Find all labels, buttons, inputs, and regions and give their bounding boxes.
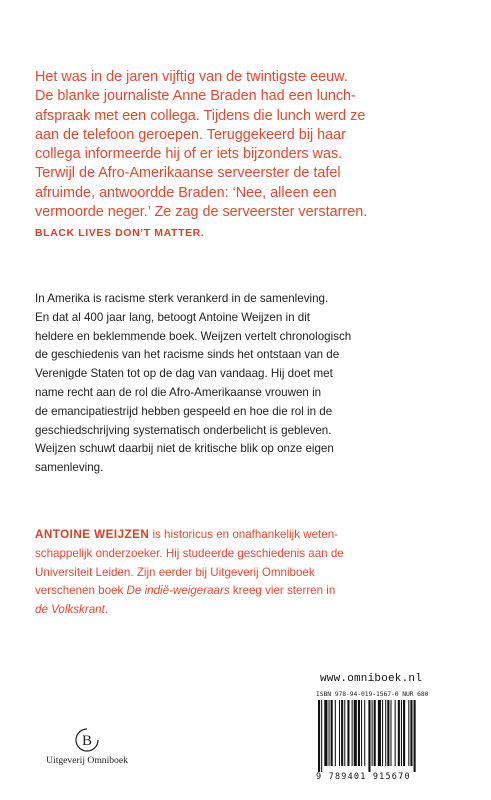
isbn-barcode-block	[316, 690, 452, 786]
barcode-bar	[410, 700, 412, 766]
barcode-bar	[354, 700, 357, 766]
barcode-bar	[318, 700, 320, 772]
barcode-bar	[372, 700, 373, 766]
barcode-bar	[368, 700, 370, 772]
intro-line: Terwijl de Afro-Amerikaanse serveerster de tafel	[35, 165, 341, 182]
publisher-name: Uitgeverij Omniboek	[46, 755, 128, 766]
barcode-bar	[408, 700, 409, 766]
publisher-logo	[42, 727, 132, 766]
barcode-bar	[358, 700, 360, 766]
bio-line	[35, 526, 465, 545]
omniboek-logo-icon	[74, 727, 100, 753]
barcode-bar	[390, 700, 391, 766]
barcode-bar	[387, 700, 389, 766]
barcode-bar	[414, 700, 416, 772]
barcode-bar	[339, 700, 340, 766]
summary-line: name recht aan de rol die Afro-Amerikaanse vrouwen in	[35, 385, 322, 399]
summary-line: heldere en beklemmende boek. Weijzen vertelt chronologisch	[35, 329, 352, 343]
bio-text: verschenen boek	[35, 584, 127, 598]
barcode-bar	[352, 700, 353, 766]
intro-line: collega informeerde hij of er iets bijzonders was.	[35, 146, 343, 163]
barcode-bar	[385, 700, 386, 766]
intro-line: afruimde, antwoordde Braden: ‘Nee, alleen een	[35, 184, 337, 201]
barcode-bar	[331, 700, 333, 766]
barcode-bar	[341, 700, 343, 766]
summary-line: samenleving.	[35, 461, 104, 475]
publisher-url: www.omniboek.nl	[320, 673, 423, 685]
barcode-bar	[382, 700, 383, 766]
intro-line: afspraak met een collega. Tijdens die lunch werd ze	[35, 107, 366, 124]
bio-line	[35, 601, 465, 620]
barcode-bar	[378, 700, 381, 766]
isbn-text: ISBN 978-94-019-1567-0 NUR 680	[316, 690, 429, 698]
author-bio	[35, 526, 465, 620]
barcode-icon	[316, 700, 452, 772]
summary-line: de geschiedenis van het racisme sinds het ontstaan van de	[35, 348, 340, 362]
barcode-bar	[321, 700, 322, 772]
intro-line: vermoorde neger.’ Ze zag de serveerster verstarren.	[35, 204, 368, 221]
logo-letter: B	[81, 733, 93, 749]
barcode-bar	[364, 700, 365, 766]
barcode-digits: 9 789401 915670	[316, 772, 411, 782]
author-name: ANTOINE WEIJZEN	[35, 528, 150, 541]
barcode-bar	[374, 700, 376, 766]
summary-line: de emancipatiestrijd hebben gespeeld en hoe die rol in de	[35, 404, 333, 418]
intro-line: aan de telefoon geroepen. Teruggekeerd bij haar	[35, 126, 346, 143]
summary-line: Weijzen schuwt daarbij niet de kritische blik op onze eigen	[35, 442, 334, 456]
bio-text: is historicus en onafhankelijk weten-	[149, 528, 339, 541]
intro-text	[35, 68, 465, 244]
summary-text	[35, 290, 465, 478]
summary-line: En dat al 400 jaar lang, betoogt Antoine Weijzen in dit	[35, 310, 311, 324]
barcode-bar	[361, 700, 362, 766]
summary-line: Verenigde Staten tot op de dag van vandaag. Hij doet met	[35, 367, 333, 381]
bio-line	[35, 582, 465, 601]
intro-tagline: BLACK LIVES DON’T MATTER.	[35, 227, 205, 240]
barcode-bar	[344, 700, 345, 766]
barcode-bar	[347, 700, 349, 766]
barcode-bar	[403, 700, 405, 766]
bio-text: kreeg vier sterren in	[229, 584, 336, 598]
book-title: De indië-weigeraars	[126, 584, 230, 598]
summary-line: In Amerika is racisme sterk verankerd in de samenleving.	[35, 292, 329, 305]
bio-line: schappelijk onderzoeker. Hij studeerde geschiedenis aan de	[35, 546, 344, 560]
intro-line: Het was in de jaren vijftig van de twintigste eeuw.	[35, 69, 348, 85]
barcode-bar	[398, 700, 400, 766]
barcode-bar	[401, 700, 402, 766]
newspaper-title: de Volkskrant	[35, 603, 105, 617]
barcode-bar	[395, 700, 396, 766]
bio-text: .	[104, 603, 109, 617]
barcode-bar	[335, 700, 336, 766]
summary-line: geschiedschrijving systematisch onderbelicht is gebleven.	[35, 423, 332, 437]
bio-line: Universiteit Leiden. Zijn eerder bij Uitgeverij Omniboek	[35, 565, 315, 579]
intro-line: De blanke journaliste Anne Braden had een lunch-	[35, 88, 356, 105]
barcode-bar	[324, 700, 327, 766]
barcode-bar	[329, 700, 330, 766]
